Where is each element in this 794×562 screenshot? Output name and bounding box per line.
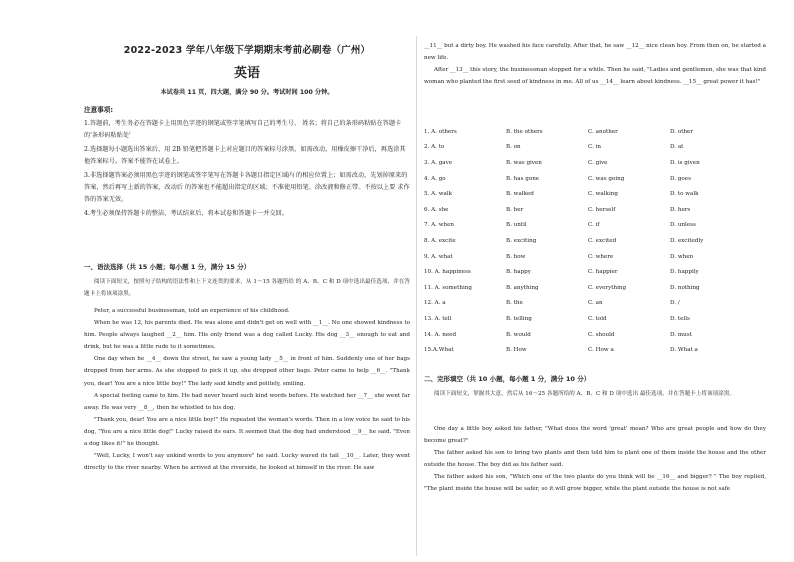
passage-paragraph: __11__ but a dirty boy. He washed his face carefully. After that, he saw __12__ nice clean boy. From then on, he started a new life. <box>424 43 766 62</box>
passage-continued <box>424 40 766 88</box>
passage-paragraph: When he was 12, his parents died. He was alone and didn't get on well with __1__. No one showed kindness to him. People always laughed __2__ him. His only friend was a dog called Lucky. His dog __3__ enough to eat and drink, but he was a little rude to it sometimes. <box>84 320 410 351</box>
option-b[interactable]: B. the others <box>506 128 543 135</box>
section1-instructions <box>84 276 410 300</box>
option-a[interactable]: 3. A. gave <box>424 159 453 166</box>
option-b[interactable]: B. until <box>506 222 527 229</box>
option-a[interactable]: 15.A.What <box>424 347 454 354</box>
option-a[interactable]: 10. A. happiness <box>424 269 471 276</box>
subject-title: 英语 <box>233 66 260 81</box>
passage-paragraph: "Thank you, dear! You are a nice little boy!" He repeated the woman's words. Then in a low voice he said to his dog, "You are a nice little dog!" Lucky raised its ears. It seemed that the dog had understood __9__ he said. "Even a dog likes it!" he thought. <box>84 416 410 448</box>
passage-paragraph: Peter, a successful businessman, told an experience of his childhood. <box>94 308 290 314</box>
option-row <box>424 264 766 280</box>
option-d[interactable]: D. hers <box>670 206 691 213</box>
note-item: 2.选择题每小题选出答案后，用 2B 铅笔把答题卡上对应题目的答案标号涂黑，如需改动，用橡皮擦干净后，再选涂其他答案标号。答案不能答在试卷上。 <box>84 145 406 166</box>
option-a[interactable]: 11. A. something <box>424 284 472 291</box>
option-d[interactable]: D. when <box>670 253 694 260</box>
option-row <box>424 233 766 249</box>
passage-paragraph: After __13__ this story, the businessman stopped for a while. Then he said, "Ladies and gentlemen, she was that kind woman who planted the first seed of kindness in me. All of us __14__ learn about kindness. __15__ great power it has!" <box>424 67 766 86</box>
option-c[interactable]: C. was going <box>588 175 625 182</box>
options-list <box>424 124 766 358</box>
option-d[interactable]: D. excitedly <box>670 237 704 244</box>
option-c[interactable]: C. give <box>588 159 608 166</box>
option-row <box>424 140 766 156</box>
right-column <box>424 0 766 562</box>
option-c[interactable]: C. How a <box>588 347 614 354</box>
option-b[interactable]: B. her <box>506 206 524 213</box>
option-b[interactable]: B. the <box>506 300 523 307</box>
option-row <box>424 124 766 140</box>
passage-paragraph: The father asked his son to bring two plants and then told him to plant one of them inside the house and the other outside the house. The boy did as his father said. <box>424 450 766 469</box>
option-row <box>424 342 766 358</box>
option-a[interactable]: 8. A. excite <box>424 237 456 244</box>
passage-paragraph: One day a little boy asked his father, "What does the word 'great' mean? Who are great people and how do they become great?" <box>424 426 766 445</box>
option-c[interactable]: C. walking <box>588 191 618 198</box>
instructions-text: 阅读下面短文，按照句子结构的语法性和上下文连贯的要求，从 1～15 各题所给 的 A、B、C 和 D 项中选出最佳选项，并在答题卡上将该项涂黑。 <box>84 279 410 298</box>
section2-heading: 二、完形填空（共 10 小题，每小题 1 分，满分 10 分） <box>424 375 591 383</box>
option-a[interactable]: 7. A. when <box>424 222 455 229</box>
option-a[interactable]: 12. A. a <box>424 300 446 307</box>
option-c[interactable]: C. herself <box>588 206 616 213</box>
left-column <box>84 0 410 562</box>
option-b[interactable]: B. happy <box>506 269 531 276</box>
option-b[interactable]: B. exciting <box>506 237 537 244</box>
option-c[interactable]: C. everything <box>588 284 627 291</box>
option-c[interactable]: C. told <box>588 315 607 322</box>
option-b[interactable]: B. anything <box>506 284 539 291</box>
option-a[interactable]: 9. A. what <box>424 253 453 260</box>
option-a[interactable]: 6. A. she <box>424 206 449 213</box>
option-row <box>424 296 766 312</box>
option-d[interactable]: D. is given <box>670 159 700 166</box>
option-a[interactable]: 13. A. tell <box>424 315 452 322</box>
option-b[interactable]: B. how <box>506 253 526 260</box>
option-c[interactable]: C. happier <box>588 269 618 276</box>
passage-paragraph: "Well, Lucky, I won't say unkind words to you anymore" he said. Lucky waved its tail __10__. Later, they went directly to the river nearby. When he arrived at the riverside, he looked at himself in the river. He saw <box>84 453 410 472</box>
section1-passage <box>84 305 410 474</box>
option-d[interactable]: D. must <box>670 331 692 338</box>
option-b[interactable]: B. How <box>506 347 527 354</box>
option-row <box>424 327 766 343</box>
option-d[interactable]: D. nothing <box>670 284 700 291</box>
section2-passage <box>424 423 766 496</box>
section1-heading: 一、语法选择（共 15 小题；每小题 1 分，满分 15 分） <box>84 263 251 271</box>
option-row <box>424 218 766 234</box>
column-divider <box>416 36 417 556</box>
option-row <box>424 186 766 202</box>
option-d[interactable]: D. unless <box>670 222 696 229</box>
option-row <box>424 171 766 187</box>
option-row <box>424 280 766 296</box>
option-a[interactable]: 5. A. walk <box>424 191 453 198</box>
note-item: 1.答题前，考生务必在答题卡上用黑色字迹的钢笔或签字笔填写自己的考生号、 姓名；将自己的条形码粘贴在答题卡的'条形码粘贴处' <box>84 120 402 140</box>
note-item: 3.非选择题答案必须用黑色字迹的钢笔或签字笔写在答题卡各题目指定区域内 的相应位置上；如需改动，先划掉原来的答案，然后再写上新的答案，改动后 的答案也不能超出指定的区域；不准使用铅笔、涂改液和修正带。不按以上要 求作答的答案无效。 <box>84 171 410 204</box>
passage-paragraph: A special feeling came to him. He had never heard such kind words before. He watched her __7__ she went far away. He was very __8__, then he whistled to his dog. <box>84 392 410 411</box>
exam-info: 本试卷共 11 页，四大题，满分 90 分。考试时间 100 分钟。 <box>160 89 334 96</box>
option-row <box>424 249 766 265</box>
option-b[interactable]: B. was given <box>506 159 542 166</box>
option-a[interactable]: 2. A. to <box>424 144 445 151</box>
option-d[interactable]: D. / <box>670 300 680 307</box>
option-d[interactable]: D. at <box>670 144 684 151</box>
option-row <box>424 155 766 171</box>
option-c[interactable]: C. an <box>588 300 603 307</box>
option-row <box>424 311 766 327</box>
option-c[interactable]: C. in <box>588 144 602 151</box>
instructions-text: 阅读下面短文，掌握其大意，然后从 16～25 各题所给的 A、B、C 和 D 项中选出 最佳选项，并在答题卡上将该项涂黑。 <box>434 391 735 397</box>
option-b[interactable]: B. on <box>506 144 521 151</box>
option-a[interactable]: 1. A. others <box>424 128 457 135</box>
section2-instructions <box>424 388 766 400</box>
option-b[interactable]: B. telling <box>506 315 532 322</box>
option-d[interactable]: D. happily <box>670 269 699 276</box>
option-d[interactable]: D. What a <box>670 347 698 354</box>
option-b[interactable]: B. has gone <box>506 175 540 182</box>
option-a[interactable]: 14. A. need <box>424 331 457 338</box>
option-row <box>424 202 766 218</box>
option-d[interactable]: D. goes <box>670 175 691 182</box>
option-b[interactable]: B. walked <box>506 191 534 198</box>
option-c[interactable]: C. should <box>588 331 615 338</box>
option-b[interactable]: B. would <box>506 331 531 338</box>
option-d[interactable]: D. to walk <box>670 191 699 198</box>
option-c[interactable]: C. where <box>588 253 614 260</box>
option-c[interactable]: C. excited <box>588 237 617 244</box>
notes-list <box>84 118 410 222</box>
notes-heading: 注意事项: <box>84 106 114 114</box>
note-item: 4.考生必须保持答题卡的整洁，考试结束后，将本试卷和答题卡一并交回。 <box>84 209 288 217</box>
option-c[interactable]: C. if <box>588 222 600 229</box>
passage-paragraph: The father asked his son, "Which one of the two plants do you think will be __16__ and bigger? " The boy replied, "The plant inside the house will be safer, so it will grow bigger, while the plant outside the house is not safe <box>424 474 766 493</box>
exam-title: 2022-2023 学年八年级下学期期末考前必刷卷（广州） <box>123 45 371 56</box>
passage-paragraph: One day when he __4__ down the street, he saw a young lady __5__ in front of him. Suddenly one of her bags dropped from her arms. As she stopped to pick it up, she dropped other bags. Peter came to help __6__. "Thank you, dear! You are a nice little boy!" The lady said kindly and politely, smiling. <box>84 356 410 387</box>
option-d[interactable]: D. tells <box>670 315 690 322</box>
option-d[interactable]: D. other <box>670 128 694 135</box>
option-a[interactable]: 4. A. go <box>424 175 446 182</box>
option-c[interactable]: C. another <box>588 128 618 135</box>
